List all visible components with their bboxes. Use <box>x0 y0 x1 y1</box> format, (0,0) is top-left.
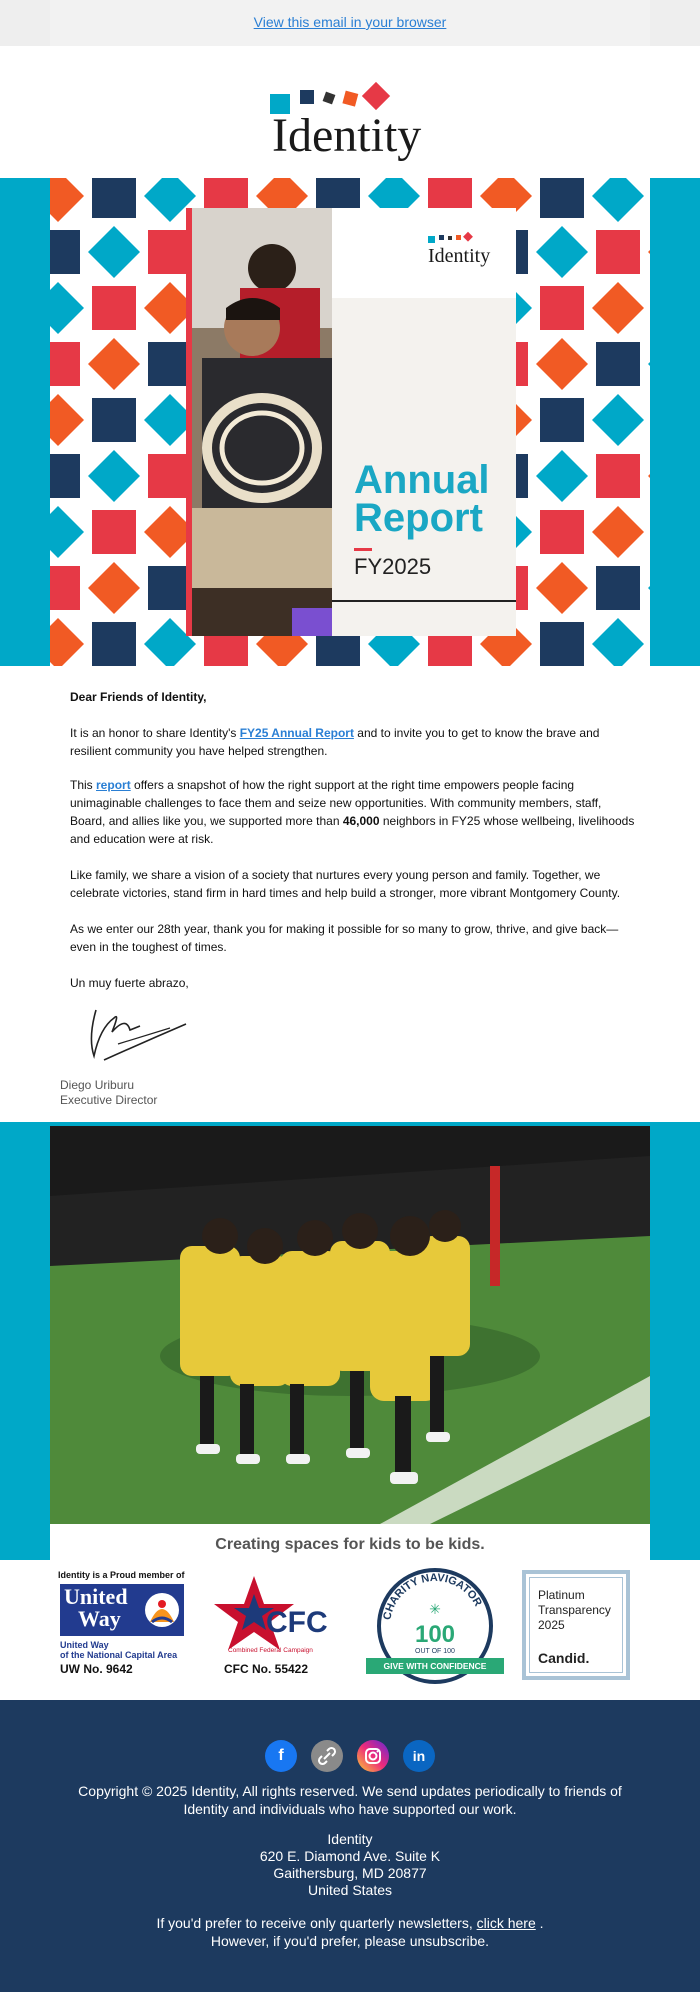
charity-navigator-seal <box>362 1564 508 1688</box>
letter-paragraph-1: It is an honor to share Identity's FY25 Annual Report and to invite you to get to know the brave and resilient community you have helped strengthen. <box>70 726 600 758</box>
pattern-shape <box>648 226 650 278</box>
report-cover-photo <box>192 208 332 636</box>
report-cover-bottom-rule <box>332 600 516 602</box>
logo-wordmark: Identity <box>272 109 422 162</box>
footer-address-line1: 620 E. Diamond Ave. Suite K <box>259 1848 441 1864</box>
footer <box>0 1700 700 1992</box>
pattern-shape <box>540 398 584 442</box>
pattern-shape <box>592 282 644 334</box>
pattern-shape <box>592 178 644 222</box>
pattern-shape <box>536 562 588 614</box>
pattern-shape <box>50 394 84 446</box>
svg-text:Identity: Identity <box>428 245 491 267</box>
united-way-sub2: of the National Capital Area <box>60 1650 178 1660</box>
pattern-shape <box>592 618 644 666</box>
tagline-text: Creating spaces for kids to be kids. <box>215 1536 485 1553</box>
header-logo-row <box>0 46 700 178</box>
neighbors-count: 46,000 <box>342 814 380 828</box>
svg-text:OUT OF 100: OUT OF 100 <box>415 1648 455 1655</box>
pattern-shape <box>50 454 80 498</box>
candid-name: Candid. <box>538 1650 590 1666</box>
pattern-shape <box>50 230 80 274</box>
report-link[interactable]: report <box>96 778 131 792</box>
pattern-shape <box>92 622 136 666</box>
pattern-shape <box>596 342 640 386</box>
soccer-huddle-image <box>50 1126 650 1524</box>
candid-badge[interactable] <box>522 1570 630 1680</box>
identity-logo[interactable] <box>260 66 460 166</box>
pattern-shape <box>536 226 588 278</box>
preheader-bar <box>0 0 700 46</box>
united-way-logo: United Way <box>60 1584 184 1636</box>
svg-text:CHARITY NAVIGATOR: CHARITY NAVIGATOR <box>381 1571 484 1621</box>
pattern-shape <box>536 338 588 390</box>
united-way-badge[interactable] <box>58 1570 190 1680</box>
tagline-box <box>50 1524 650 1560</box>
united-way-sub1: United Way <box>60 1640 109 1650</box>
charity-navigator-badge[interactable] <box>362 1564 508 1688</box>
pattern-shape <box>88 562 140 614</box>
report-title-rule <box>354 548 372 551</box>
report-cover-panel <box>332 208 516 636</box>
footer-copyright: Copyright © 2025 Identity, All rights reserved. We send updates periodically to friends of Identity and individuals who have supported our work. <box>78 1783 622 1817</box>
letter-greeting: Dear Friends of Identity, <box>70 690 207 704</box>
facebook-icon[interactable]: f <box>265 1740 297 1772</box>
pattern-shape <box>50 506 84 558</box>
footer-org-name: Identity <box>327 1831 373 1847</box>
partner-badges <box>50 1560 650 1700</box>
instagram-icon[interactable] <box>357 1740 389 1772</box>
pattern-shape <box>536 450 588 502</box>
report-year: FY2025 <box>354 554 432 579</box>
pattern-shape <box>50 342 80 386</box>
pattern-shape <box>92 286 136 330</box>
letter-paragraph-4: As we enter our 28th year, thank you for making it possible for so many to grow, thrive, and give back—even in the toughest of times. <box>70 922 619 954</box>
pattern-shape <box>50 566 80 610</box>
soccer-team-photo[interactable] <box>50 1126 650 1524</box>
pattern-shape <box>540 286 584 330</box>
pattern-shape <box>540 510 584 554</box>
quarterly-newsletter-link[interactable]: click here <box>476 1915 536 1931</box>
footer-preferences: If you'd prefer to receive only quarterly newsletters, click here . <box>156 1915 544 1931</box>
svg-text:100: 100 <box>414 1621 456 1648</box>
candid-level: Platinum <box>538 1588 585 1602</box>
svg-text:CFC: CFC <box>266 1606 328 1639</box>
cfc-badge[interactable] <box>204 1570 344 1680</box>
pattern-shape <box>88 450 140 502</box>
footer-unsubscribe[interactable]: However, if you'd prefer, please unsubscribe. <box>210 1933 490 1949</box>
cfc-number: CFC No. 55422 <box>224 1662 309 1676</box>
pattern-shape <box>592 394 644 446</box>
letter-paragraph-2: This report offers a snapshot of how the right support at the right time empowers people facing unimaginable challenges to face them and seize new opportunities. With community members, staff, Board, and allies like you, we supported more than 46,000 neighbors in FY25 whose wellbeing, livelihoods and education were at risk. <box>70 778 635 846</box>
candid-year: 2025 <box>538 1618 565 1632</box>
social-links <box>265 1740 435 1774</box>
preheader-inner <box>50 0 650 46</box>
pattern-shape <box>648 450 650 502</box>
pattern-shape <box>596 230 640 274</box>
report-cover-logo <box>426 230 506 270</box>
footer-address-line3: United States <box>307 1882 393 1898</box>
united-way-hand-icon <box>144 1592 180 1628</box>
united-way-number: UW No. 9642 <box>60 1662 133 1676</box>
pattern-shape <box>88 338 140 390</box>
svg-text:Combined Federal Campaign: Combined Federal Campaign <box>228 1647 313 1654</box>
pattern-shape <box>592 506 644 558</box>
hero-banner[interactable] <box>50 178 650 666</box>
pattern-shape <box>50 282 84 334</box>
signer-title: Executive Director <box>60 1093 158 1107</box>
pattern-shape <box>540 622 584 666</box>
pattern-shape <box>648 338 650 390</box>
letter-paragraph-3: Like family, we share a vision of a society that nurtures every young person and family. Together, we celebrate victories, stand firm in hard times and help build a stronger, more vibrant Montgomery County. <box>70 868 621 900</box>
letter-body <box>50 666 650 1122</box>
report-title-line1: Annual <box>354 458 490 502</box>
pattern-shape <box>648 562 650 614</box>
footer-address-line2: Gaithersburg, MD 20877 <box>273 1865 427 1881</box>
link-icon[interactable] <box>311 1740 343 1772</box>
united-way-member-text: Identity is a Proud member of <box>58 1570 185 1580</box>
pattern-shape <box>88 226 140 278</box>
linkedin-icon[interactable]: in <box>403 1740 435 1772</box>
signature-image <box>74 998 194 1068</box>
candid-transparency: Transparency <box>538 1603 611 1617</box>
annual-report-link[interactable]: FY25 Annual Report <box>239 726 354 740</box>
pattern-shape <box>596 566 640 610</box>
student-photo <box>192 208 332 636</box>
svg-text:✳: ✳ <box>429 1601 441 1617</box>
svg-text:GIVE WITH CONFIDENCE: GIVE WITH CONFIDENCE <box>383 1661 487 1671</box>
view-in-browser-link[interactable]: View this email in your browser <box>253 14 447 30</box>
cfc-star-logo <box>204 1570 344 1660</box>
pattern-shape <box>92 178 136 218</box>
pattern-shape <box>50 178 84 222</box>
report-title-line2: Report <box>354 496 483 540</box>
pattern-shape <box>92 510 136 554</box>
pattern-shape <box>50 618 84 666</box>
pattern-shape <box>540 178 584 218</box>
pattern-shape <box>596 454 640 498</box>
signer-name: Diego Uriburu <box>60 1078 135 1092</box>
letter-closing: Un muy fuerte abrazo, <box>70 976 189 990</box>
pattern-shape <box>92 398 136 442</box>
